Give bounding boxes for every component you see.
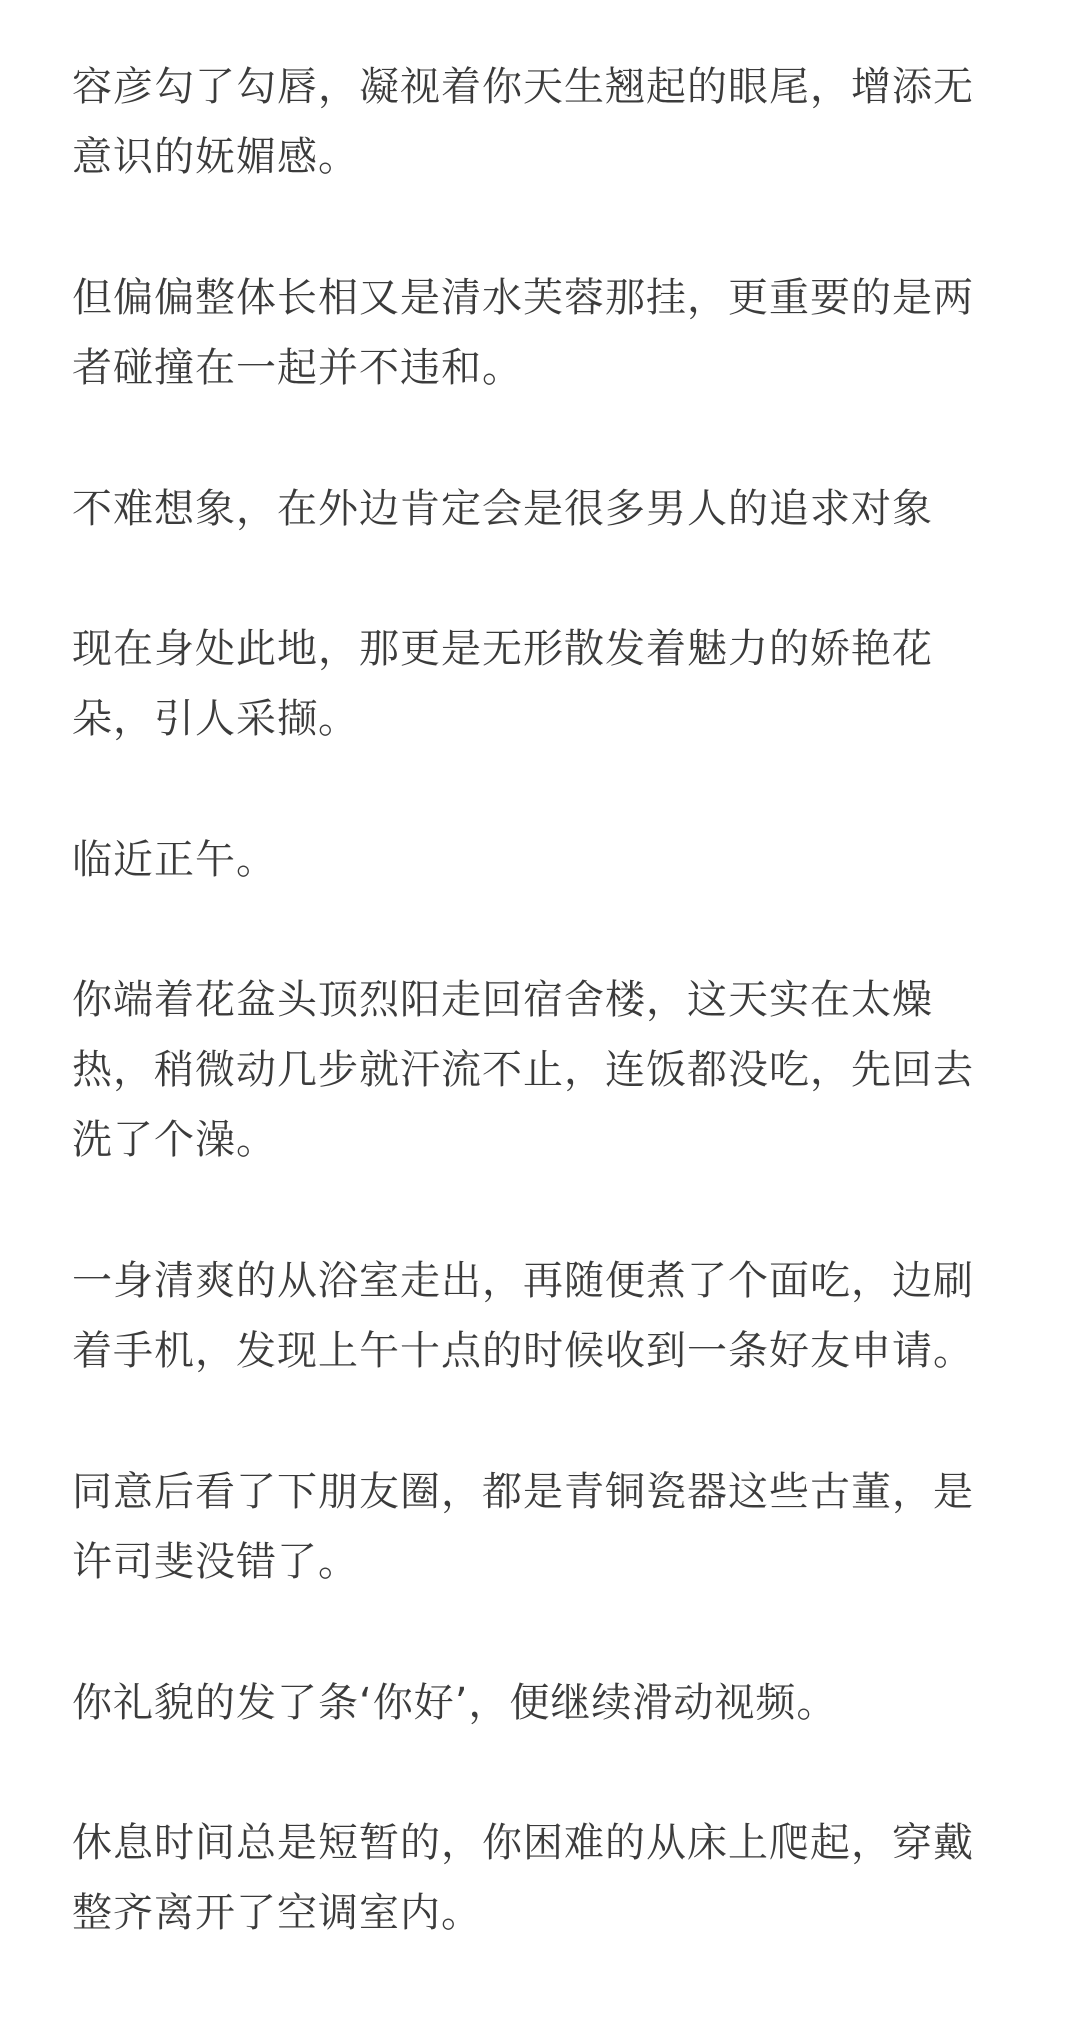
paragraph: 一身清爽的从浴室走出，再随便煮了个面吃，边刷着手机，发现上午十点的时候收到一条好友申请。 bbox=[72, 1258, 974, 1374]
paragraph: 现在身处此地，那更是无形散发着魅力的娇艳花朵，引人采撷。 bbox=[72, 626, 933, 742]
paragraph: 你端着花盆头顶烈阳走回宿舍楼，这天实在太燥热，稍微动几步就汗流不止，连饭都没吃，先回去洗了个澡。 bbox=[72, 977, 974, 1163]
paragraph: 容彦勾了勾唇，凝视着你天生翘起的眼尾，增添无意识的妩媚感。 bbox=[72, 64, 974, 180]
paragraph: 但偏偏整体长相又是清水芙蓉那挂，更重要的是两者碰撞在一起并不违和。 bbox=[72, 275, 974, 391]
paragraph: 你礼貌的发了条‘你好’，便继续滑动视频。 bbox=[72, 1680, 838, 1726]
paragraph: 临近正午。 bbox=[72, 837, 277, 883]
paragraph: 休息时间总是短暂的，你困难的从床上爬起，穿戴整齐离开了空调室内。 bbox=[72, 1820, 974, 1936]
paragraph: 同意后看了下朋友圈，都是青铜瓷器这些古董，是许司斐没错了。 bbox=[72, 1469, 974, 1585]
paragraph: 不难想象，在外边肯定会是很多男人的追求对象 bbox=[72, 486, 933, 532]
